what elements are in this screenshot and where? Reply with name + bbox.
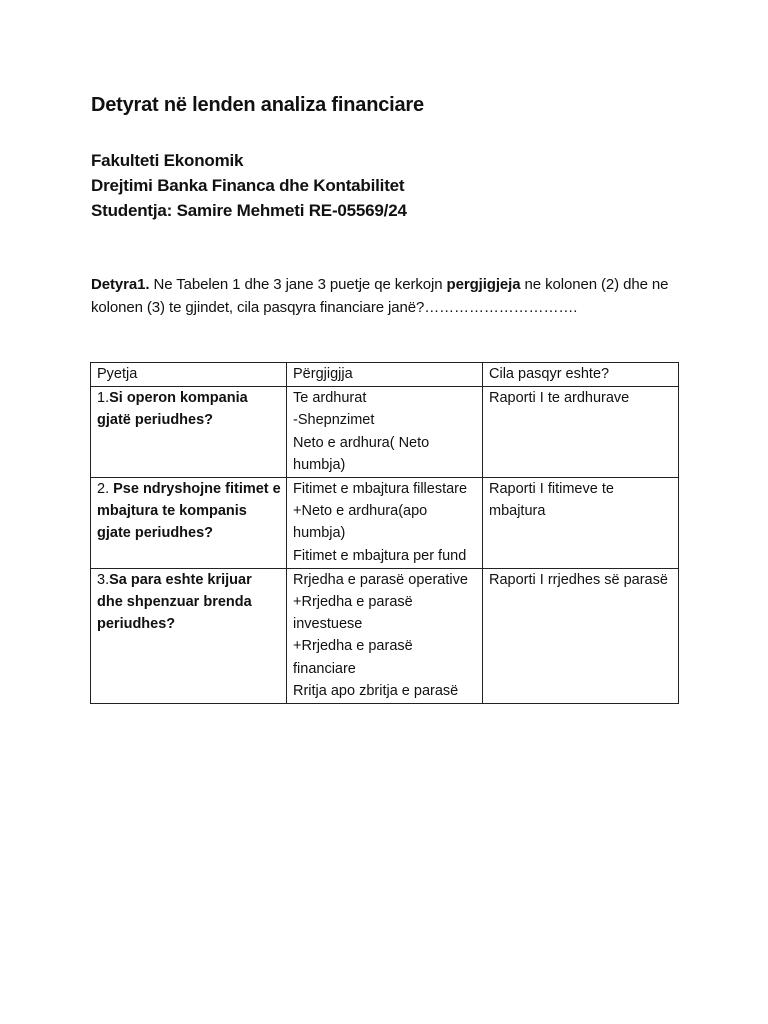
document-title: Detyrat në lenden analiza financiare <box>91 94 424 116</box>
program-line: Drejtimi Banka Financa dhe Kontabilitet <box>91 176 405 195</box>
question-text: Sa para eshte krijuar dhe shpenzuar brenda periudhes? <box>97 571 252 633</box>
answer-cell <box>287 387 483 478</box>
table-row <box>91 568 679 703</box>
task-label: Detyra1. <box>91 276 150 293</box>
question-cell <box>91 568 287 703</box>
statement-cell: Raporti I rrjedhes së parasë <box>483 568 679 703</box>
question-cell <box>91 387 287 478</box>
table-row <box>91 387 679 478</box>
task-paragraph <box>91 273 691 319</box>
answer-line: Neto e ardhura( Neto humbja) <box>293 434 430 473</box>
question-text: Si operon kompania gjatë periudhes? <box>97 390 248 429</box>
answer-line: Rrjedha e parasë operative <box>293 571 468 588</box>
answer-cell <box>287 568 483 703</box>
statement-cell: Raporti I te ardhurave <box>483 387 679 478</box>
header-statement: Cila pasqyr eshte? <box>483 363 679 387</box>
task-emphasis: pergjigjeja <box>446 276 521 293</box>
header-question: Pyetja <box>91 363 287 387</box>
task-text-part1: Ne Tabelen 1 dhe 3 jane 3 puetje qe kerkojn <box>149 276 447 293</box>
question-number: 1. <box>97 390 110 407</box>
faculty-line: Fakulteti Ekonomik <box>91 151 244 170</box>
answer-line: Fitimet e mbajtura per fund <box>293 547 467 564</box>
question-text: Pse ndryshojne fitimet e mbajtura te kompanis gjate periudhes? <box>97 481 281 542</box>
student-line: Studentja: Samire Mehmeti RE-05569/24 <box>91 201 407 220</box>
answer-line: +Rrjedha e parasë investuese <box>293 594 413 633</box>
header-answer: Përgjigjja <box>287 363 483 387</box>
statement-cell: Raporti I fitimeve te mbajtura <box>483 478 679 569</box>
answer-line: Rritja apo zbritja e parasë <box>293 682 459 699</box>
question-number: 3. <box>97 571 110 588</box>
document-header <box>91 148 407 223</box>
question-cell <box>91 478 287 569</box>
table-row <box>91 478 679 569</box>
table-header-row <box>91 363 679 387</box>
question-number: 2. <box>97 481 114 498</box>
answer-line: Fitimet e mbajtura fillestare <box>293 481 468 498</box>
task-text-part2: ne kolonen (2) dhe ne kolonen (3) te gjindet, cila pasqyra financiare janë?…………………………. <box>91 276 669 316</box>
answer-line: Te ardhurat <box>293 390 367 407</box>
questions-table <box>90 362 679 704</box>
answer-line: -Shepnzimet <box>293 412 375 429</box>
answer-cell <box>287 478 483 569</box>
answer-line: +Rrjedha e parasë financiare <box>293 638 413 677</box>
answer-line: +Neto e ardhura(apo humbja) <box>293 503 428 542</box>
